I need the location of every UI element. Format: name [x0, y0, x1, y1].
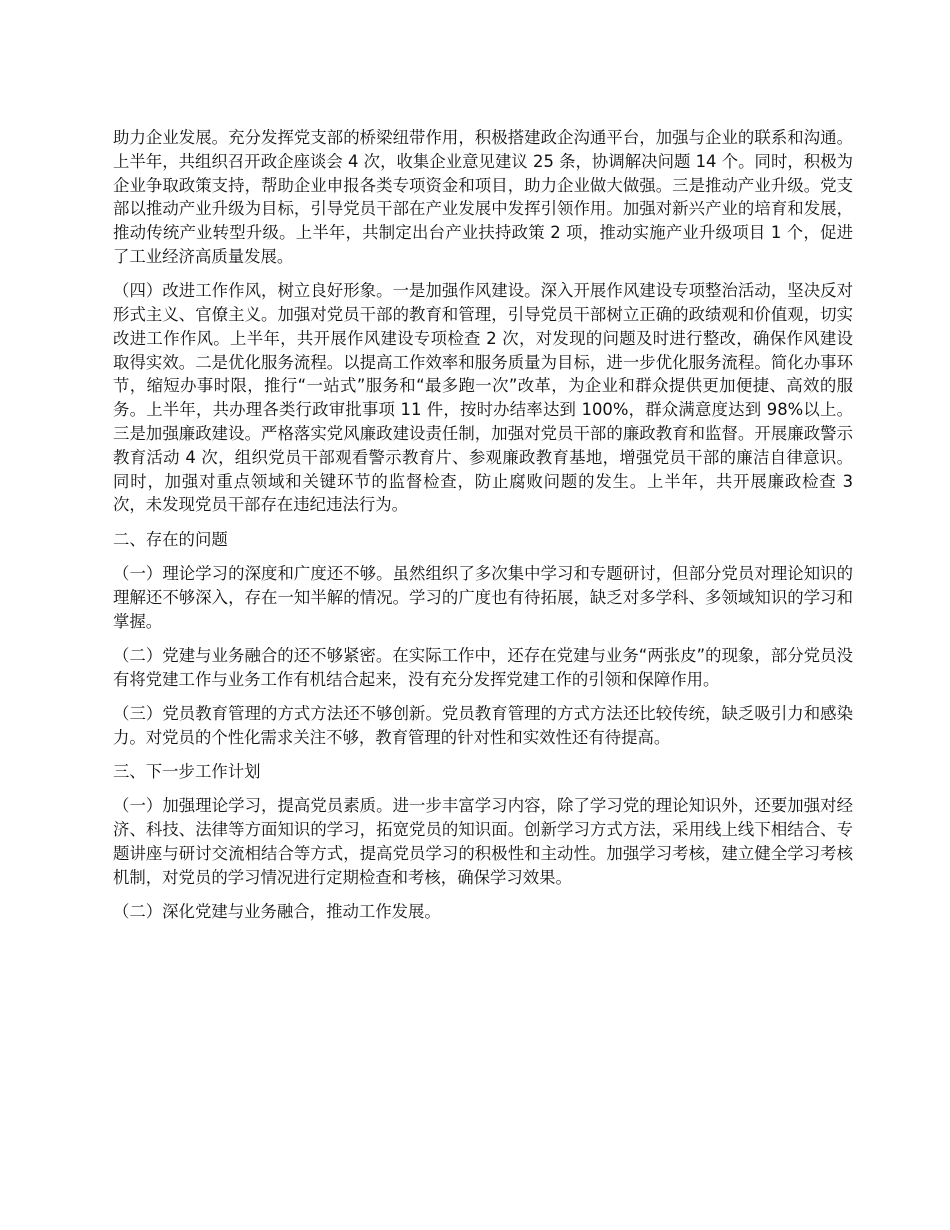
paragraph-plan-integration: （二）深化党建与业务融合，推动工作发展。: [113, 902, 441, 922]
document-body: [113, 126, 853, 934]
paragraph-problem-education-methods: （三）党员教育管理的方式方法还不够创新。党员教育管理的方式方法还比较传统，缺乏吸引力和感染力。对党员的个性化需求关注不够，教育管理的针对性和实效性还有待提高。: [113, 704, 853, 747]
section-heading-problems: 二、存在的问题: [113, 529, 228, 549]
paragraph-work-style: （四）改进工作作风，树立良好形象。一是加强作风建设。深入开展作风建设专项整治活动，坚决反对形式主义、官僚主义。加强对党员干部的教育和管理，引导党员干部树立正确的政绩观和价值观，切实改进工作作风。上半年，共开展作风建设专项检查 2 次，对发现的问题及时进行整改，确保作风建设取得实效。二是优化服务流程。以提高工作效率和服务质量为目标，进一步优化服务流程。简化办事环节，缩短办事时限，推行“一站式”服务和“最多跑一次”改革，为企业和群众提供更加便捷、高效的服务。上半年，共办理各类行政审批事项 11 件，按时办结率达到 100%，群众满意度达到 98%以上。三是加强廉政建设。严格落实党风廉政建设责任制，加强对党员干部的廉政教育和监督。开展廉政警示教育活动 4 次，组织党员干部观看警示教育片、参观廉政教育基地，增强党员干部的廉洁自律意识。同时，加强对重点领域和关键环节的监督检查，防止腐败问题的发生。上半年，共开展廉政检查 3 次，未发现党员干部存在违纪违法行为。: [113, 281, 853, 515]
paragraph-plan-theory-study: （一）加强理论学习，提高党员素质。进一步丰富学习内容，除了学习党的理论知识外，还要加强对经济、科技、法律等方面知识的学习，拓宽党员的知识面。创新学习方式方法，采用线上线下相结合、专题讲座与研讨交流相结合等方式，提高党员学习的积极性和主动性。加强学习考核，建立健全学习考核机制，对党员的学习情况进行定期检查和考核，确保学习效果。: [113, 796, 853, 887]
paragraph-problem-integration: （二）党建与业务融合的还不够紧密。在实际工作中，还存在党建与业务“两张皮”的现象，部分党员没有将党建工作与业务工作有机结合起来，没有充分发挥党建工作的引领和保障作用。: [113, 645, 853, 689]
section-heading-next-plan: 三、下一步工作计划: [113, 762, 261, 782]
paragraph-enterprise-support: 助力企业发展。充分发挥党支部的桥梁纽带作用，积极搭建政企沟通平台，加强与企业的联系和沟通。上半年，共组织召开政企座谈会 4 次，收集企业意见建议 25 条，协调解决问题 14 个。同时，积极为企业争取政策支持，帮助企业申报各类专项资金和项目，助力企业做大做强。三是推动产业升级。党支部以推动产业升级为目标，引导党员干部在产业发展中发挥引领作用。加强对新兴产业的培育和发展，推动传统产业转型升级。上半年，共制定出台产业扶持政策 2 项，推动实施产业升级项目 1 个，促进了工业经济高质量发展。: [113, 128, 853, 266]
paragraph-problem-theory-study: （一）理论学习的深度和广度还不够。虽然组织了多次集中学习和专题研讨，但部分党员对理论知识的理解还不够深入，存在一知半解的情况。学习的广度也有待拓展，缺乏对多学科、多领域知识的学习和掌握。: [113, 564, 853, 631]
